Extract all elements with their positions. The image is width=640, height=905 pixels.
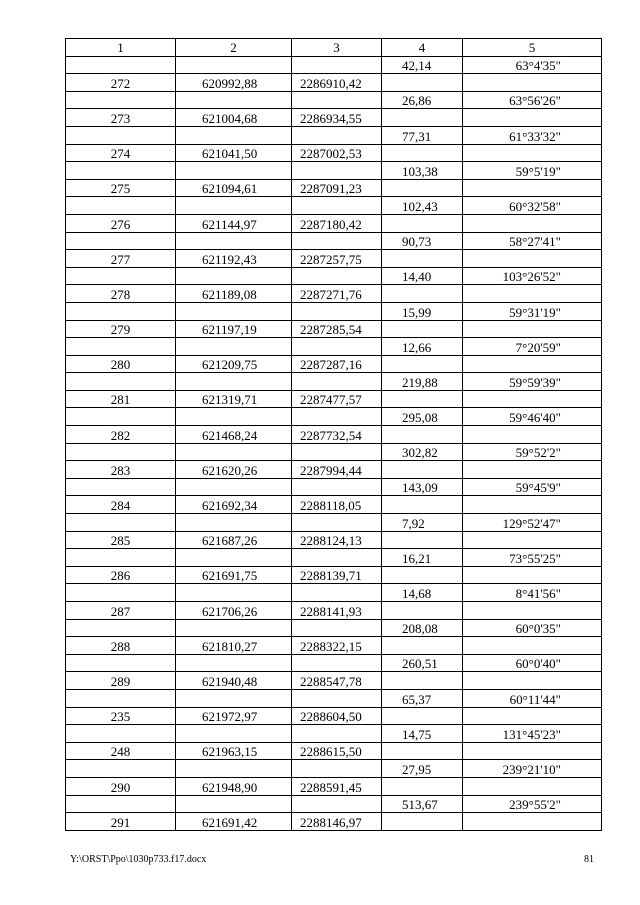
table-cell xyxy=(176,56,292,74)
table-cell: 260,51 xyxy=(382,654,463,672)
table-cell xyxy=(382,637,463,655)
table-cell xyxy=(176,267,292,285)
table-cell xyxy=(66,725,176,743)
table-cell xyxy=(463,637,602,655)
table-cell: 2287091,23 xyxy=(292,179,382,197)
table-cell xyxy=(66,91,176,109)
table-cell xyxy=(382,355,463,373)
table-cell: 63°4'35" xyxy=(463,56,602,74)
table-cell xyxy=(66,373,176,391)
table-row xyxy=(66,443,602,461)
table-cell xyxy=(66,197,176,215)
table-cell: 620992,88 xyxy=(176,74,292,92)
table-cell xyxy=(463,144,602,162)
table-row xyxy=(66,654,602,672)
column-header: 3 xyxy=(292,39,382,57)
table-row xyxy=(66,514,602,532)
table-cell: 621209,75 xyxy=(176,355,292,373)
table-cell xyxy=(292,232,382,250)
table-cell xyxy=(66,408,176,426)
table-row xyxy=(66,496,602,514)
table-cell: 219,88 xyxy=(382,373,463,391)
table-cell: 58°27'41" xyxy=(463,232,602,250)
table-cell xyxy=(382,179,463,197)
table-cell xyxy=(382,707,463,725)
table-row xyxy=(66,144,602,162)
table-cell: 14,75 xyxy=(382,725,463,743)
coordinates-table xyxy=(65,38,602,831)
table-cell xyxy=(176,373,292,391)
table-row xyxy=(66,373,602,391)
table-cell xyxy=(176,584,292,602)
table-cell: 143,09 xyxy=(382,478,463,496)
table-cell: 239°55'2" xyxy=(463,795,602,813)
table-cell: 2287271,76 xyxy=(292,285,382,303)
table-cell: 621691,42 xyxy=(176,813,292,831)
table-row xyxy=(66,584,602,602)
table-cell xyxy=(463,179,602,197)
table-cell xyxy=(463,74,602,92)
table-cell: 2288118,05 xyxy=(292,496,382,514)
table-row xyxy=(66,285,602,303)
table-cell: 2287257,75 xyxy=(292,250,382,268)
table-cell: 14,68 xyxy=(382,584,463,602)
table-body xyxy=(66,56,602,830)
table-cell: 621620,26 xyxy=(176,461,292,479)
table-cell: 291 xyxy=(66,813,176,831)
table-row xyxy=(66,549,602,567)
table-cell: 2288146,97 xyxy=(292,813,382,831)
table-cell xyxy=(66,795,176,813)
table-cell: 15,99 xyxy=(382,302,463,320)
table-row xyxy=(66,619,602,637)
table-cell xyxy=(66,443,176,461)
table-cell xyxy=(176,619,292,637)
table-cell xyxy=(176,549,292,567)
table-cell xyxy=(292,689,382,707)
table-cell xyxy=(66,514,176,532)
table-cell: 513,67 xyxy=(382,795,463,813)
table-cell xyxy=(463,742,602,760)
table-cell xyxy=(176,443,292,461)
table-cell: 621319,71 xyxy=(176,390,292,408)
table-cell: 621948,90 xyxy=(176,777,292,795)
table-cell xyxy=(176,232,292,250)
table-cell xyxy=(463,707,602,725)
table-cell: 131°45'23" xyxy=(463,725,602,743)
table-cell: 280 xyxy=(66,355,176,373)
table-cell xyxy=(463,390,602,408)
table-row xyxy=(66,74,602,92)
table-cell: 288 xyxy=(66,637,176,655)
table-cell: 621940,48 xyxy=(176,672,292,690)
table-cell: 12,66 xyxy=(382,338,463,356)
table-row xyxy=(66,355,602,373)
table-cell: 59°46'40" xyxy=(463,408,602,426)
table-cell xyxy=(463,285,602,303)
table-row xyxy=(66,760,602,778)
table-cell: 60°0'40" xyxy=(463,654,602,672)
table-cell xyxy=(463,777,602,795)
table-cell xyxy=(66,549,176,567)
table-cell xyxy=(463,496,602,514)
table-cell xyxy=(382,320,463,338)
table-cell xyxy=(292,91,382,109)
table-cell xyxy=(463,214,602,232)
column-header: 1 xyxy=(66,39,176,57)
table-cell: 273 xyxy=(66,109,176,127)
table-cell xyxy=(292,443,382,461)
table-cell: 289 xyxy=(66,672,176,690)
table-row xyxy=(66,566,602,584)
table-cell xyxy=(382,109,463,127)
table-cell: 2286934,55 xyxy=(292,109,382,127)
table-row xyxy=(66,338,602,356)
table-cell: 621810,27 xyxy=(176,637,292,655)
table-cell xyxy=(176,91,292,109)
table-cell: 621687,26 xyxy=(176,531,292,549)
table-cell xyxy=(292,338,382,356)
table-cell xyxy=(292,126,382,144)
table-cell xyxy=(292,267,382,285)
table-cell: 208,08 xyxy=(382,619,463,637)
table-cell: 279 xyxy=(66,320,176,338)
table-cell xyxy=(463,531,602,549)
table-cell: 59°5'19" xyxy=(463,162,602,180)
table-cell: 2288139,71 xyxy=(292,566,382,584)
table-row xyxy=(66,214,602,232)
table-cell xyxy=(382,250,463,268)
table-cell xyxy=(292,302,382,320)
table-cell: 14,40 xyxy=(382,267,463,285)
table-cell xyxy=(382,285,463,303)
table-row xyxy=(66,795,602,813)
table-cell xyxy=(66,232,176,250)
table-cell xyxy=(292,584,382,602)
table-cell xyxy=(382,74,463,92)
table-cell: 295,08 xyxy=(382,408,463,426)
table-cell: 621972,97 xyxy=(176,707,292,725)
table-cell: 302,82 xyxy=(382,443,463,461)
table-cell: 621963,15 xyxy=(176,742,292,760)
table-row xyxy=(66,179,602,197)
table-cell: 60°11'44" xyxy=(463,689,602,707)
table-cell: 278 xyxy=(66,285,176,303)
table-row xyxy=(66,478,602,496)
table-cell: 7,92 xyxy=(382,514,463,532)
table-cell: 282 xyxy=(66,426,176,444)
table-cell: 285 xyxy=(66,531,176,549)
table-row xyxy=(66,672,602,690)
table-cell: 2287287,16 xyxy=(292,355,382,373)
table-cell: 621094,61 xyxy=(176,179,292,197)
table-cell xyxy=(176,302,292,320)
table-cell xyxy=(66,584,176,602)
table-cell xyxy=(292,408,382,426)
table-cell xyxy=(463,320,602,338)
table-cell xyxy=(66,267,176,285)
table-cell xyxy=(176,408,292,426)
table-cell xyxy=(66,302,176,320)
table-cell: 60°32'58" xyxy=(463,197,602,215)
table-cell xyxy=(176,197,292,215)
table-cell xyxy=(176,760,292,778)
table-cell xyxy=(66,689,176,707)
table-cell xyxy=(382,390,463,408)
column-header: 2 xyxy=(176,39,292,57)
table-cell: 2288615,50 xyxy=(292,742,382,760)
table-row xyxy=(66,531,602,549)
table-cell xyxy=(463,566,602,584)
table-cell: 26,86 xyxy=(382,91,463,109)
table-cell xyxy=(292,725,382,743)
table-row xyxy=(66,232,602,250)
table-cell xyxy=(463,813,602,831)
table-cell xyxy=(382,461,463,479)
table-cell: 621189,08 xyxy=(176,285,292,303)
table-cell: 2287180,42 xyxy=(292,214,382,232)
table-cell: 621706,26 xyxy=(176,602,292,620)
table-cell: 2286910,42 xyxy=(292,74,382,92)
table-cell: 274 xyxy=(66,144,176,162)
table-cell: 61°33'32" xyxy=(463,126,602,144)
table-cell: 59°45'9" xyxy=(463,478,602,496)
table-cell: 286 xyxy=(66,566,176,584)
table-cell: 248 xyxy=(66,742,176,760)
table-cell: 2287002,53 xyxy=(292,144,382,162)
table-cell xyxy=(292,162,382,180)
table-cell xyxy=(292,56,382,74)
table-cell xyxy=(176,514,292,532)
table-cell: 77,31 xyxy=(382,126,463,144)
table-row xyxy=(66,320,602,338)
table-cell xyxy=(292,795,382,813)
table-cell: 103°26'52" xyxy=(463,267,602,285)
table-cell: 290 xyxy=(66,777,176,795)
table-cell xyxy=(66,619,176,637)
table-row xyxy=(66,637,602,655)
table-cell xyxy=(66,760,176,778)
table-cell: 16,21 xyxy=(382,549,463,567)
table-cell: 277 xyxy=(66,250,176,268)
table-cell: 621192,43 xyxy=(176,250,292,268)
table-cell xyxy=(463,109,602,127)
table-cell: 621692,34 xyxy=(176,496,292,514)
table-cell xyxy=(176,689,292,707)
table-cell xyxy=(463,672,602,690)
table-cell: 283 xyxy=(66,461,176,479)
table-row xyxy=(66,390,602,408)
table-cell: 2288604,50 xyxy=(292,707,382,725)
table-cell xyxy=(382,777,463,795)
table-row xyxy=(66,126,602,144)
table-cell xyxy=(176,162,292,180)
table-row xyxy=(66,426,602,444)
table-cell xyxy=(66,162,176,180)
table-cell: 63°56'26" xyxy=(463,91,602,109)
table-row xyxy=(66,408,602,426)
table-cell xyxy=(176,725,292,743)
table-cell: 8°41'56" xyxy=(463,584,602,602)
table-cell: 2287732,54 xyxy=(292,426,382,444)
table-cell: 284 xyxy=(66,496,176,514)
table-cell xyxy=(176,795,292,813)
table-cell: 7°20'59" xyxy=(463,338,602,356)
table-row xyxy=(66,109,602,127)
table-cell xyxy=(176,338,292,356)
table-cell xyxy=(382,496,463,514)
table-cell: 73°55'25" xyxy=(463,549,602,567)
table-cell xyxy=(66,654,176,672)
table-cell: 60°0'35" xyxy=(463,619,602,637)
table-cell: 621691,75 xyxy=(176,566,292,584)
table-cell: 2287994,44 xyxy=(292,461,382,479)
table-cell xyxy=(292,373,382,391)
table-row xyxy=(66,689,602,707)
table-row xyxy=(66,725,602,743)
table-cell xyxy=(382,144,463,162)
table-row xyxy=(66,602,602,620)
table-cell xyxy=(292,654,382,672)
table-cell: 2288591,45 xyxy=(292,777,382,795)
table-cell: 2288322,15 xyxy=(292,637,382,655)
table-cell: 621041,50 xyxy=(176,144,292,162)
table-cell xyxy=(66,126,176,144)
table-cell xyxy=(292,197,382,215)
table-cell: 2288547,78 xyxy=(292,672,382,690)
table-cell: 272 xyxy=(66,74,176,92)
table-row xyxy=(66,813,602,831)
table-cell xyxy=(382,566,463,584)
table-cell xyxy=(382,672,463,690)
table-cell xyxy=(66,338,176,356)
table-cell: 90,73 xyxy=(382,232,463,250)
table-cell xyxy=(382,531,463,549)
table-cell xyxy=(463,426,602,444)
table-row xyxy=(66,162,602,180)
table-cell xyxy=(382,602,463,620)
column-header: 5 xyxy=(463,39,602,57)
table-cell: 287 xyxy=(66,602,176,620)
table-row xyxy=(66,56,602,74)
table-cell: 239°21'10" xyxy=(463,760,602,778)
table-cell: 621144,97 xyxy=(176,214,292,232)
table-row xyxy=(66,777,602,795)
table-cell xyxy=(463,461,602,479)
table-cell xyxy=(292,514,382,532)
table-cell: 42,14 xyxy=(382,56,463,74)
page-number: 81 xyxy=(584,854,594,865)
table-cell xyxy=(292,549,382,567)
table-cell: 235 xyxy=(66,707,176,725)
table-row xyxy=(66,707,602,725)
table-row xyxy=(66,197,602,215)
table-cell xyxy=(66,56,176,74)
table-cell: 2288141,93 xyxy=(292,602,382,620)
table-cell xyxy=(292,619,382,637)
table-cell: 621004,68 xyxy=(176,109,292,127)
table-row xyxy=(66,91,602,109)
table-cell xyxy=(382,426,463,444)
table-cell xyxy=(176,126,292,144)
table-cell: 621468,24 xyxy=(176,426,292,444)
table-cell: 281 xyxy=(66,390,176,408)
table-row xyxy=(66,267,602,285)
table-cell: 27,95 xyxy=(382,760,463,778)
table-cell: 2288124,13 xyxy=(292,531,382,549)
table-cell xyxy=(176,478,292,496)
table-cell: 129°52'47" xyxy=(463,514,602,532)
table-cell xyxy=(176,654,292,672)
table-row xyxy=(66,461,602,479)
table-row xyxy=(66,302,602,320)
table-cell: 276 xyxy=(66,214,176,232)
table-cell xyxy=(463,602,602,620)
table-cell: 275 xyxy=(66,179,176,197)
table-cell xyxy=(292,760,382,778)
table-cell: 2287285,54 xyxy=(292,320,382,338)
table-header-row xyxy=(66,39,602,57)
table-row xyxy=(66,250,602,268)
table-cell xyxy=(463,250,602,268)
table-cell: 621197,19 xyxy=(176,320,292,338)
table-cell: 59°59'39" xyxy=(463,373,602,391)
table-cell: 65,37 xyxy=(382,689,463,707)
table-cell xyxy=(463,355,602,373)
table-cell: 102,43 xyxy=(382,197,463,215)
column-header: 4 xyxy=(382,39,463,57)
table-cell xyxy=(66,478,176,496)
table-row xyxy=(66,742,602,760)
table-cell: 59°52'2" xyxy=(463,443,602,461)
table-cell xyxy=(292,478,382,496)
table-cell: 103,38 xyxy=(382,162,463,180)
table-cell: 2287477,57 xyxy=(292,390,382,408)
footer-file-path: Y:\ORST\Ppo\1030p733.f17.docx xyxy=(70,854,207,865)
table-cell xyxy=(382,742,463,760)
table-cell: 59°31'19" xyxy=(463,302,602,320)
table-cell xyxy=(382,813,463,831)
table-cell xyxy=(382,214,463,232)
